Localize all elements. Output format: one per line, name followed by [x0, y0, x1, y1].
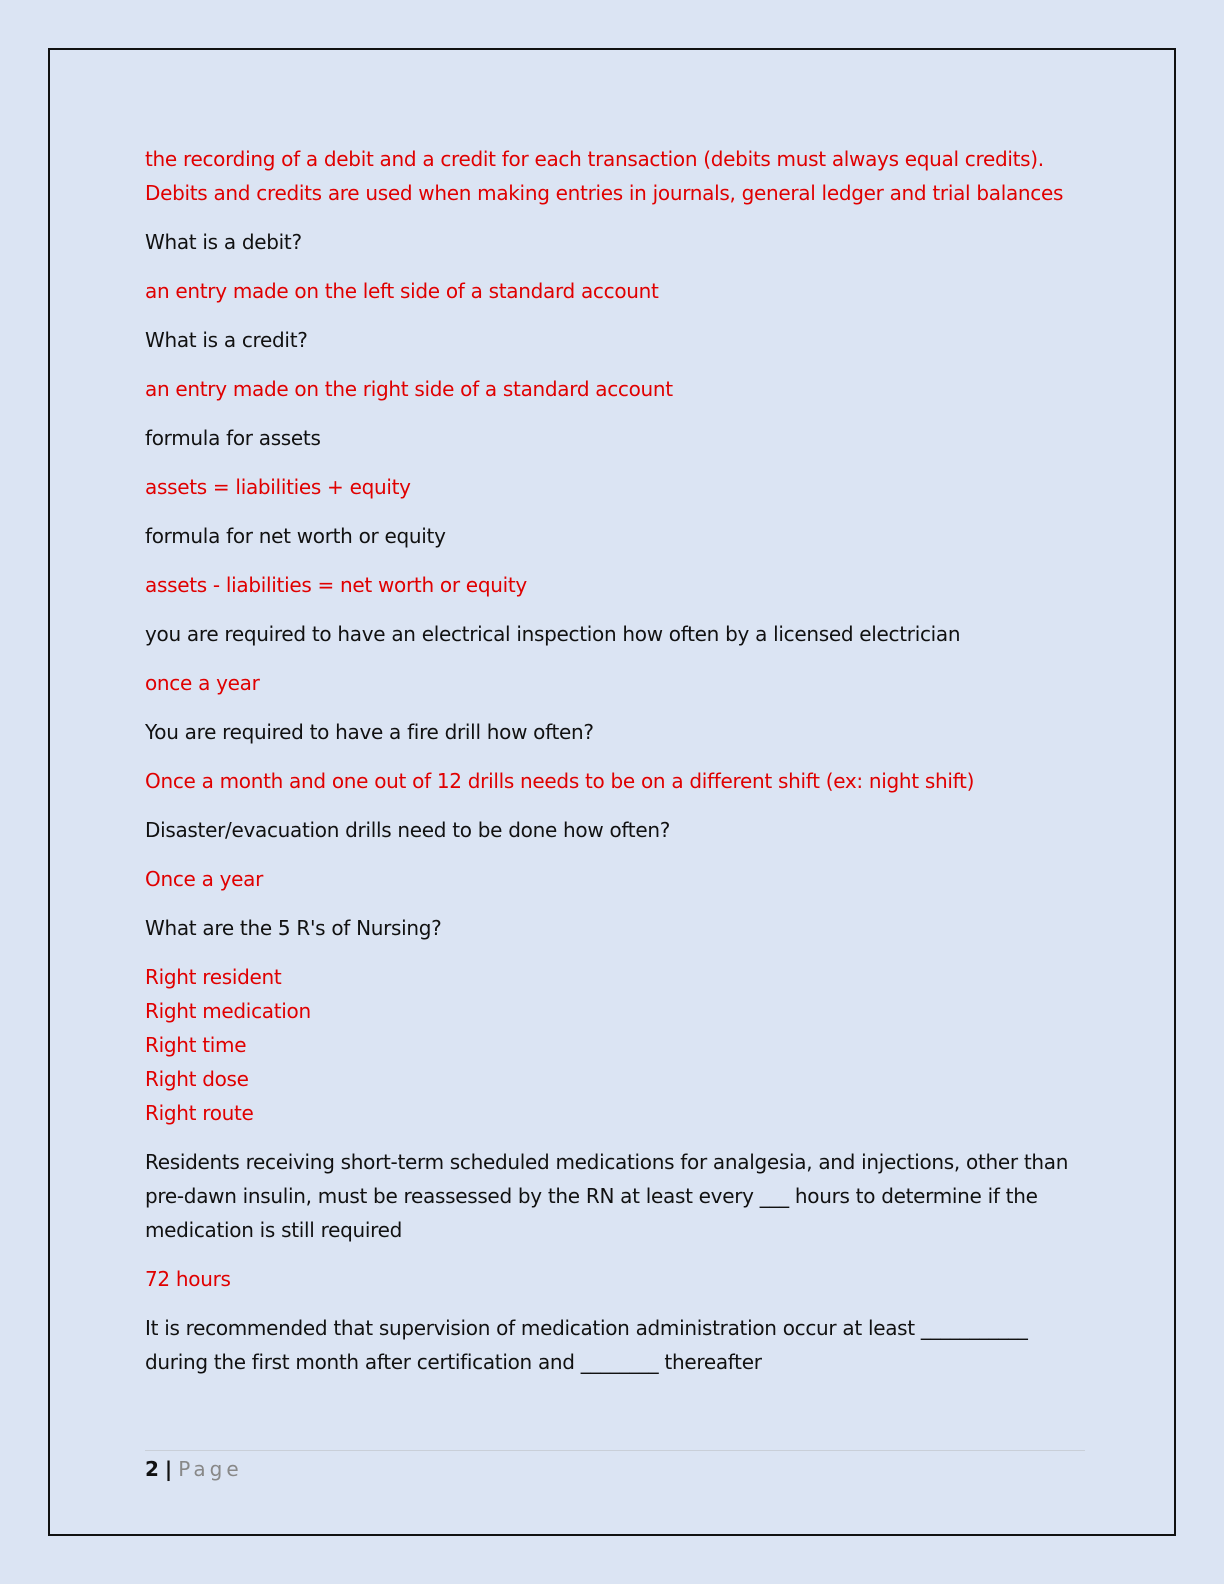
answer-paragraph: once a year — [145, 671, 260, 695]
footer-separator: | — [164, 1457, 173, 1481]
question-paragraph: Disaster/evacuation drills need to be done how often? — [145, 818, 671, 842]
answer-paragraph: Once a year — [145, 867, 264, 891]
question-paragraph: It is recommended that supervision of medication administration occur at least ___________ during the first month after certification and ________ thereafter — [145, 1316, 1028, 1374]
question-paragraph: Residents receiving short-term scheduled medications for analgesia, and injections, other than pre-dawn insulin, must be reassessed by the RN at least every ___ hours to determine if the medication is still required — [145, 1150, 1069, 1242]
list-item: Right time — [145, 1033, 247, 1057]
question-paragraph: you are required to have an electrical inspection how often by a licensed electrician — [145, 622, 961, 646]
page-label: Page — [178, 1457, 243, 1481]
answer-paragraph: 72 hours — [145, 1267, 231, 1291]
question-paragraph: What is a credit? — [145, 328, 308, 352]
answer-paragraph: the recording of a debit and a credit for each transaction (debits must always equal credits). Debits and credits are used when making entries in journals, general ledger and trial balances — [145, 147, 1064, 205]
answer-paragraph: Once a month and one out of 12 drills needs to be on a different shift (ex: night shift) — [145, 769, 975, 793]
list-item: Right route — [145, 1101, 254, 1125]
question-paragraph: You are required to have a fire drill how often? — [145, 720, 594, 744]
question-paragraph: formula for net worth or equity — [145, 524, 446, 548]
answer-list — [145, 960, 1085, 1130]
document-body — [145, 142, 1085, 1394]
answer-paragraph: an entry made on the left side of a standard account — [145, 279, 659, 303]
footer-divider — [145, 1450, 1085, 1451]
list-item: Right dose — [145, 1067, 249, 1091]
question-paragraph: What are the 5 R's of Nursing? — [145, 916, 442, 940]
answer-paragraph: an entry made on the right side of a standard account — [145, 377, 673, 401]
page-number: 2 — [145, 1457, 159, 1481]
list-item: Right medication — [145, 999, 311, 1023]
list-item: Right resident — [145, 965, 282, 989]
question-paragraph: formula for assets — [145, 426, 321, 450]
question-paragraph: What is a debit? — [145, 230, 302, 254]
page-footer — [145, 1454, 243, 1484]
answer-paragraph: assets - liabilities = net worth or equity — [145, 573, 527, 597]
answer-paragraph: assets = liabilities + equity — [145, 475, 411, 499]
